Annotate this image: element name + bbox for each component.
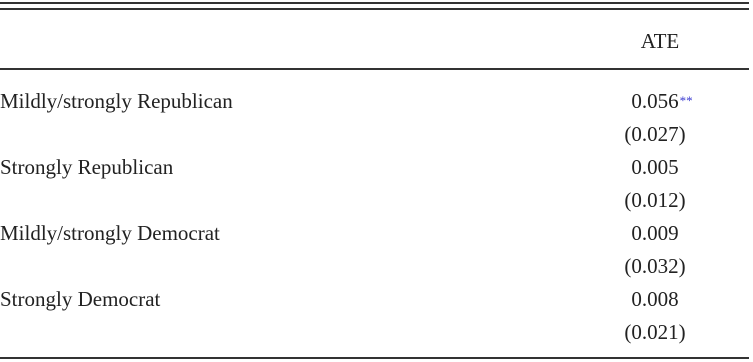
top-rule (0, 2, 749, 4)
standard-error-cell: (0.032) (624, 254, 686, 278)
estimate-cell (555, 87, 753, 115)
row-label-mildly-strongly-republican: Mildly/strongly Republican (0, 89, 233, 113)
estimate-cell: 0.009 (631, 221, 679, 245)
standard-error-cell: (0.027) (624, 122, 686, 146)
row-label-mildly-strongly-democrat: Mildly/strongly Democrat (0, 221, 220, 245)
bottom-rule (0, 357, 749, 359)
standard-error-cell: (0.012) (624, 188, 686, 212)
significance-stars: ** (679, 93, 693, 108)
estimate-cell: 0.008 (631, 287, 679, 311)
top-rule-inner (0, 8, 749, 10)
standard-error-cell: (0.021) (624, 320, 686, 344)
row-label-strongly-republican: Strongly Republican (0, 155, 174, 179)
row-label-strongly-democrat: Strongly Democrat (0, 287, 161, 311)
column-header-ate: ATE (640, 29, 680, 53)
estimate-cell: 0.005 (631, 155, 679, 179)
header-rule (0, 68, 749, 70)
estimate-value: 0.056 (631, 89, 679, 113)
